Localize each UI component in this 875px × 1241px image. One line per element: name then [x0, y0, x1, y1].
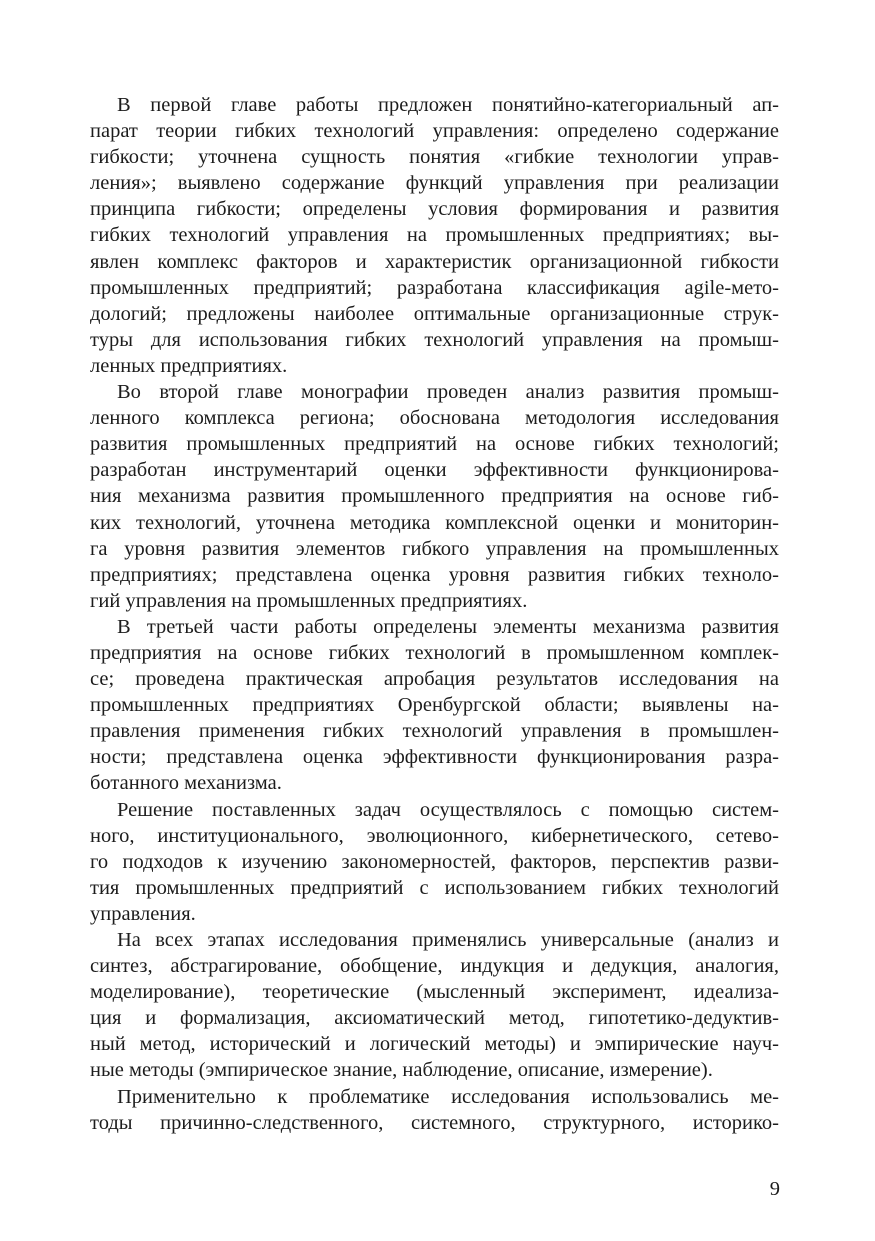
text-line: гибкости; уточнена сущность понятия «гибкие технологии управ-	[90, 146, 779, 169]
text-line: Применительно к проблематике исследования использовались ме-	[117, 1085, 779, 1108]
text-line: парат теории гибких технологий управления: определено содержание	[90, 120, 779, 143]
text-line: ких технологий, уточнена методика комплексной оценки и мониторин-	[90, 511, 779, 534]
text-line: разработан инструментарий оценки эффективности функционирова-	[90, 459, 779, 482]
text-line: управления.	[90, 902, 196, 925]
text-line: предприятия на основе гибких технологий в промышленном комплек-	[90, 641, 779, 664]
text-line: ботанного механизма.	[90, 772, 282, 795]
text-line: моделирование), теоретические (мысленный эксперимент, идеализа-	[90, 981, 779, 1004]
paragraph-6	[90, 1084, 779, 1136]
text-line: принципа гибкости; определены условия формирования и развития	[90, 198, 779, 221]
text-line: ленных предприятиях.	[90, 354, 288, 377]
text-line: Решение поставленных задач осуществлялось с помощью систем-	[117, 798, 779, 821]
text-line: В первой главе работы предложен понятийно-категориальный ап-	[117, 94, 779, 116]
body-text	[90, 92, 779, 1136]
text-line: гий управления на промышленных предприятиях.	[90, 589, 528, 612]
text-line: ный метод, исторический и логический методы) и эмпирические науч-	[90, 1033, 779, 1056]
text-line: го подходов к изучению закономерностей, факторов, перспектив разви-	[90, 850, 779, 873]
text-line: туры для использования гибких технологий управления на промыш-	[90, 328, 779, 351]
paragraph-1	[90, 92, 779, 379]
text-line: тия промышленных предприятий с использованием гибких технологий	[90, 876, 779, 899]
text-line: Во второй главе монографии проведен анализ развития промыш-	[117, 381, 779, 404]
page-number: 9	[769, 1178, 780, 1200]
text-line: На всех этапах исследования применялись универсальные (анализ и	[117, 929, 779, 951]
text-line: ция и формализация, аксиоматический метод, гипотетико-дедуктив-	[90, 1007, 779, 1030]
text-line: гибких технологий управления на промышленных предприятиях; вы-	[90, 224, 779, 247]
text-line: ные методы (эмпирическое знание, наблюдение, описание, измерение).	[90, 1059, 713, 1082]
text-line: тоды причинно-следственного, системного, структурного, историко-	[90, 1111, 779, 1134]
text-line: правления применения гибких технологий управления в промышлен-	[90, 720, 779, 743]
paragraph-5	[90, 927, 779, 1084]
text-line: промышленных предприятий; разработана классификация agile-мето-	[90, 276, 779, 299]
text-line: дологий; предложены наиболее оптимальные организационные струк-	[90, 302, 779, 325]
paragraph-2	[90, 379, 779, 614]
text-line: промышленных предприятиях Оренбургской области; выявлены на-	[90, 694, 779, 717]
text-line: развития промышленных предприятий на основе гибких технологий;	[90, 433, 779, 456]
text-line: ности; представлена оценка эффективности функционирования разра-	[90, 746, 779, 769]
text-line: синтез, абстрагирование, обобщение, индукция и дедукция, аналогия,	[90, 955, 779, 978]
text-line: явлен комплекс факторов и характеристик организационной гибкости	[90, 250, 779, 273]
text-line: предприятиях; представлена оценка уровня развития гибких техноло-	[90, 563, 779, 586]
text-line: ния механизма развития промышленного предприятия на основе гиб-	[90, 485, 779, 508]
text-line: В третьей части работы определены элементы механизма развития	[117, 615, 779, 638]
text-line: ного, институционального, эволюционного, кибернетического, сетево-	[90, 824, 779, 847]
text-line: ления»; выявлено содержание функций управления при реализации	[90, 172, 779, 195]
paragraph-4	[90, 797, 779, 927]
text-line: се; проведена практическая апробация результатов исследования на	[90, 668, 779, 691]
paragraph-3	[90, 614, 779, 797]
text-line: га уровня развития элементов гибкого управления на промышленных	[90, 537, 779, 560]
text-line: ленного комплекса региона; обоснована методология исследования	[90, 407, 779, 430]
